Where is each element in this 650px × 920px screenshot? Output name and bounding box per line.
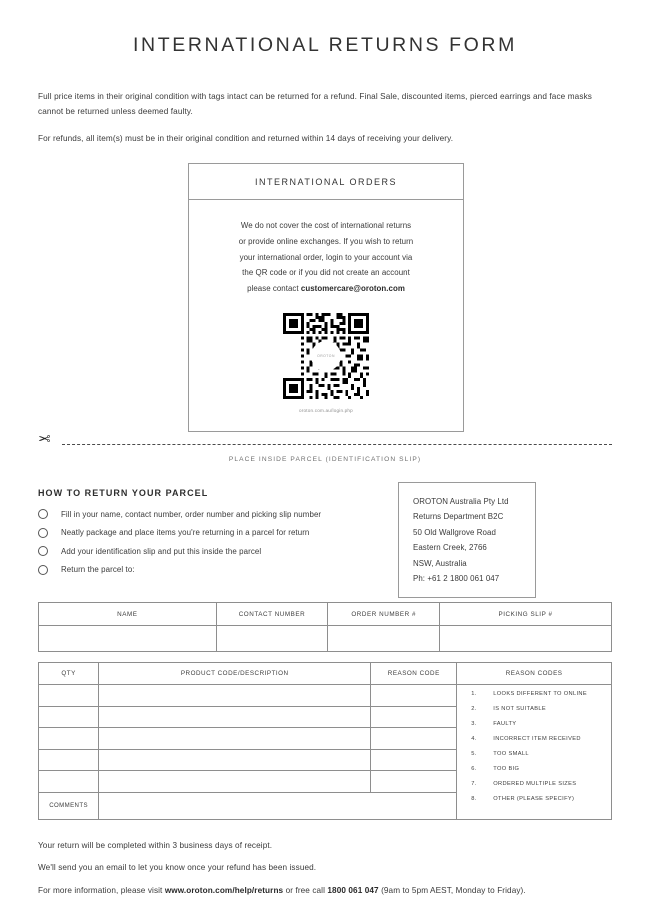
reason-number: 1. (471, 691, 477, 697)
product-field[interactable] (99, 728, 371, 750)
customer-details-table (38, 602, 612, 652)
reason-code-field[interactable] (371, 771, 457, 793)
list-item (471, 797, 605, 803)
intro-paragraph-2: For refunds, all item(s) must be in their original condition and returned within 14 days of receiving your delivery. (38, 134, 454, 144)
footer-section (38, 840, 612, 907)
picking-slip-field[interactable] (440, 626, 612, 652)
product-field[interactable] (99, 749, 371, 771)
international-orders-body (189, 200, 463, 431)
qr-code-wrap (211, 313, 441, 399)
reason-number: 8. (471, 796, 477, 802)
reason-number: 2. (471, 706, 477, 712)
circle-bullet-icon (38, 528, 48, 538)
international-orders-box (188, 163, 464, 432)
page-title: INTERNATIONAL RETURNS FORM (133, 34, 517, 56)
reason-code-field[interactable] (371, 749, 457, 771)
reason-label: INCORRECT ITEM RECEIVED (493, 736, 581, 742)
customer-care-email: customercare@oroton.com (300, 284, 405, 294)
column-header-reason-codes: REASON CODES (457, 663, 612, 685)
list-item (38, 565, 388, 575)
product-field[interactable] (99, 771, 371, 793)
table-row (39, 626, 612, 652)
column-header-contact-number: CONTACT NUMBER (216, 603, 328, 626)
reason-label: IS NOT SUITABLE (493, 706, 547, 712)
reason-label: LOOKS DIFFERENT TO ONLINE (493, 691, 588, 697)
order-number-field[interactable] (328, 626, 440, 652)
name-field[interactable] (39, 626, 217, 652)
circle-bullet-icon (38, 546, 48, 556)
qr-logo-text: OROTON (317, 354, 335, 359)
reason-label: ORDERED MULTIPLE SIZES (493, 781, 577, 787)
qr-code[interactable] (283, 313, 369, 399)
address-line: Eastern Creek, 2766 (413, 543, 487, 553)
comments-field[interactable] (99, 792, 457, 819)
reason-label: TOO BIG (493, 766, 520, 772)
address-line: Returns Department B2C (413, 512, 504, 522)
how-to-return-section (38, 488, 388, 583)
intl-line-5-prefix: please contact (247, 284, 301, 294)
table-header-row (39, 663, 612, 685)
footer-line-3-middle: or free call (283, 885, 328, 895)
international-orders-text (211, 218, 441, 297)
product-field[interactable] (99, 706, 371, 728)
identification-slip-label: PLACE INSIDE PARCEL (IDENTIFICATION SLIP) (228, 456, 422, 463)
reason-number: 6. (471, 766, 477, 772)
footer-line-3-suffix: (9am to 5pm AEST, Monday to Friday). (378, 885, 526, 895)
footer-line-1: Your return will be completed within 3 business days of receipt. (38, 841, 273, 850)
contact-number-field[interactable] (216, 626, 328, 652)
table-row (39, 685, 612, 707)
list-item (471, 782, 605, 788)
reason-code-field[interactable] (371, 728, 457, 750)
reason-number: 3. (471, 721, 477, 727)
list-item (38, 528, 388, 538)
list-item (471, 722, 605, 728)
step-text: Neatly package and place items you're returning in a parcel for return (61, 528, 310, 537)
intl-line-4: the QR code or if you did not create an account (242, 268, 410, 278)
reason-number: 7. (471, 781, 477, 787)
column-header-reason-code: REASON CODE (371, 663, 457, 685)
step-text: Return the parcel to: (61, 565, 135, 574)
column-header-name: NAME (39, 603, 217, 626)
international-orders-heading: INTERNATIONAL ORDERS (189, 164, 463, 200)
returns-help-url[interactable]: www.oroton.com/help/returns (164, 885, 284, 895)
step-text: Add your identification slip and put this inside the parcel (61, 546, 262, 556)
list-item (471, 767, 605, 773)
intro-paragraph-1: Full price items in their original condition with tags intact can be returned for a refund. Final Sale, discounted items, pierced earrings and face masks cannot be returned unless deemed faulty. (38, 92, 593, 117)
step-text: Fill in your name, contact number, order number and picking slip number (61, 509, 322, 519)
return-address-box (398, 482, 536, 598)
address-phone: Ph: +61 2 1800 061 047 (413, 574, 500, 584)
address-line: 50 Old Wallgrove Road (413, 527, 496, 537)
intro-section (38, 89, 612, 147)
qr-center-logo (311, 341, 341, 371)
list-item (38, 509, 388, 519)
qr-caption: oroton.com.au/login.php (299, 408, 353, 414)
intl-line-2: or provide online exchanges. If you wish to return (238, 236, 414, 246)
reason-label: FAULTY (493, 721, 517, 727)
reason-codes-cell (457, 685, 612, 820)
how-to-return-steps (38, 509, 388, 575)
cut-line (38, 431, 612, 453)
qty-field[interactable] (39, 685, 99, 707)
qty-field[interactable] (39, 706, 99, 728)
list-item (471, 737, 605, 743)
column-header-qty: QTY (39, 663, 99, 685)
scissors-icon: ✂ (38, 431, 51, 448)
footer-line-3 (38, 885, 612, 897)
reason-label: OTHER (PLEASE SPECIFY) (493, 796, 575, 802)
reason-number: 4. (471, 736, 477, 742)
list-item (471, 752, 605, 758)
reason-codes-list (457, 692, 611, 803)
reason-label: TOO SMALL (493, 751, 529, 757)
reason-number: 5. (471, 751, 477, 757)
footer-line-2: We'll send you an email to let you know once your refund has been issued. (38, 863, 317, 873)
list-item (471, 692, 605, 698)
column-header-order-number: ORDER NUMBER # (328, 603, 440, 626)
address-line: NSW, Australia (413, 558, 467, 568)
list-item (38, 546, 388, 556)
qty-field[interactable] (39, 771, 99, 793)
circle-bullet-icon (38, 509, 48, 519)
table-header-row (39, 603, 612, 626)
reason-code-field[interactable] (371, 685, 457, 707)
qty-field[interactable] (39, 749, 99, 771)
comments-label: COMMENTS (39, 792, 99, 819)
footer-line-3-prefix: For more information, please visit (38, 885, 165, 895)
how-to-return-heading: HOW TO RETURN YOUR PARCEL (38, 488, 209, 498)
intl-line-3: your international order, login to your account via (239, 252, 413, 262)
address-line: OROTON Australia Pty Ltd (413, 497, 509, 506)
list-item (471, 707, 605, 713)
column-header-product-code: PRODUCT CODE/DESCRIPTION (99, 663, 371, 685)
support-phone-number: 1800 061 047 (327, 885, 379, 895)
reason-code-field[interactable] (371, 706, 457, 728)
circle-bullet-icon (38, 565, 48, 575)
intl-line-1: We do not cover the cost of international returns (240, 221, 412, 230)
qty-field[interactable] (39, 728, 99, 750)
products-table (38, 662, 612, 820)
column-header-picking-slip: PICKING SLIP # (440, 603, 612, 626)
product-field[interactable] (99, 685, 371, 707)
dashed-cut-rule (62, 444, 612, 445)
